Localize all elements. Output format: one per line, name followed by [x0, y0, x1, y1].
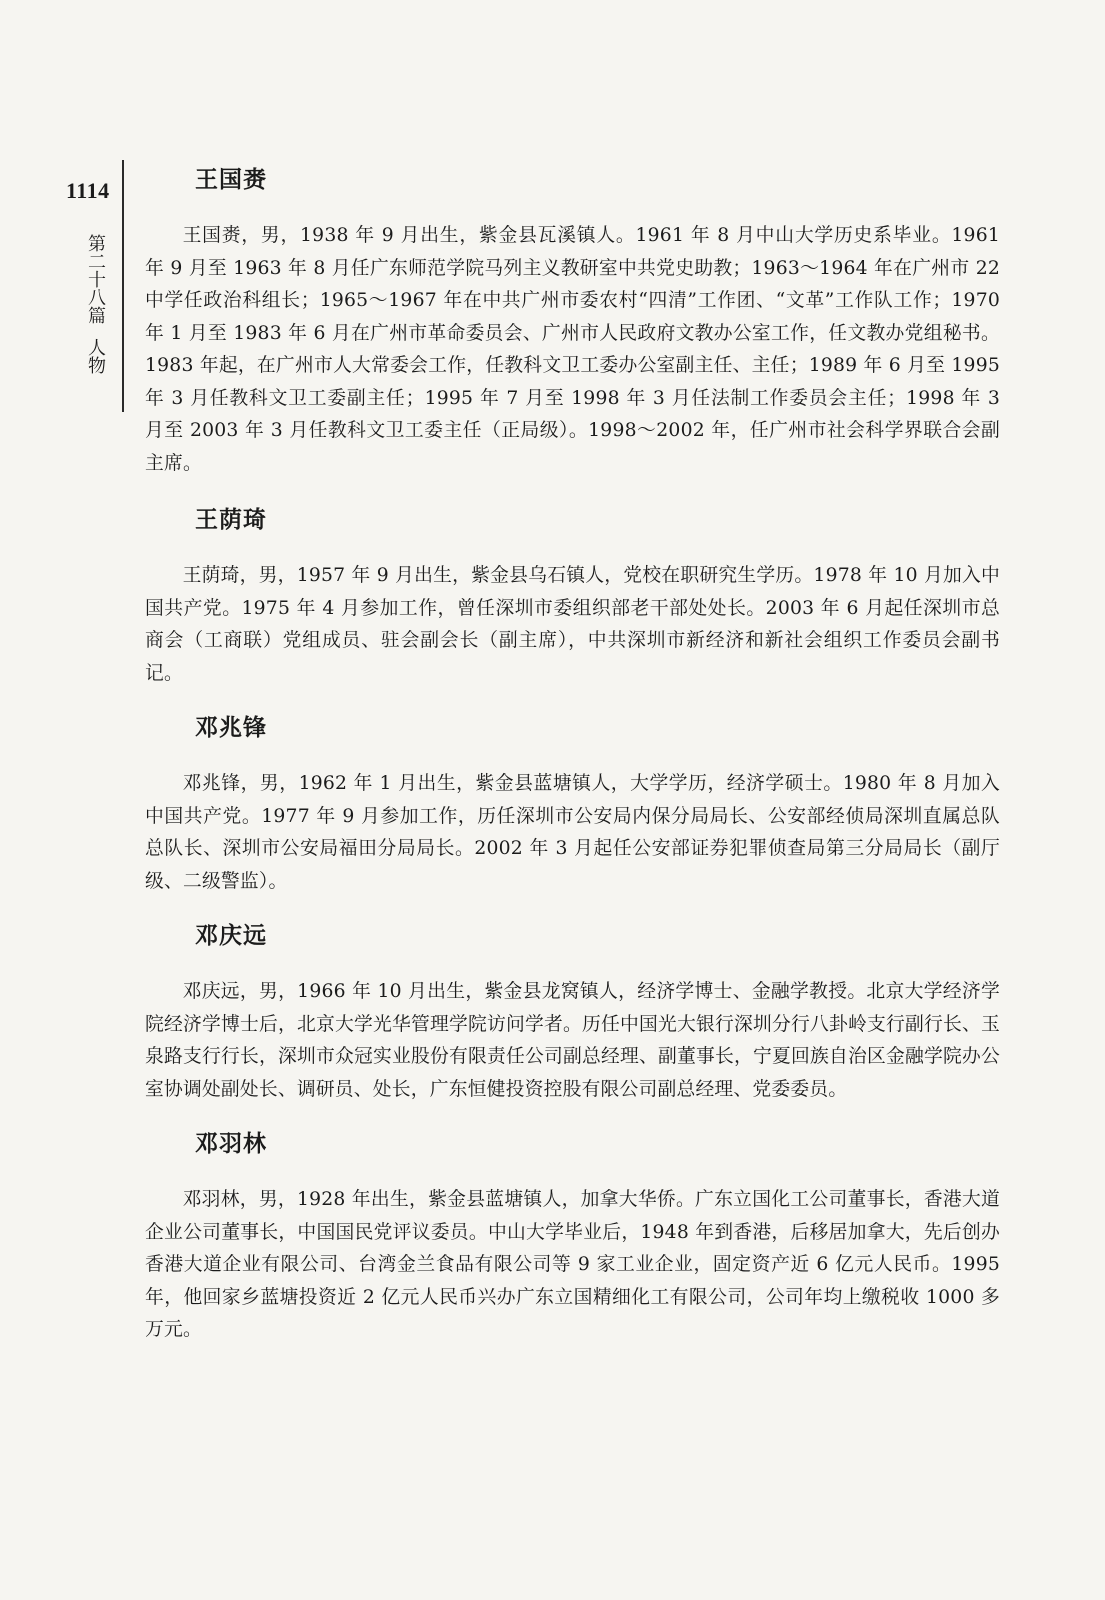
person-biography: 邓羽林，男，1928 年出生，紫金县蓝塘镇人，加拿大华侨。广东立国化工公司董事长，香港大道企业公司董事长，中国国民党评议委员。中山大学毕业后，1948 年到香港，后移居加拿大，先后创办香港大道企业有限公司、台湾金兰食品有限公司等 9 家工业企业，固定资产近 6 亿元人民币。1995 年，他回家乡蓝塘投资近 2 亿元人民币兴办广东立国精细化工有限公司，公司年均上缴税收 1000 多万元。	[145, 1189, 1000, 1340]
person-biography: 王国赉，男，1938 年 9 月出生，紫金县瓦溪镇人。1961 年 8 月中山大学历史系毕业。1961 年 9 月至 1963 年 8 月任广东师范学院马列主义教研室中共党史助教；1963～1964 年在广州市 22 中学任政治科组长；1965～1967 年在中共广州市委农村“四清”工作团、“文革”工作队工作；1970 年 1 月至 1983 年 6 月在广州市革命委员会、广州市人民政府文教办公室工作，任文教办党组秘书。1983 年起，在广州市人大常委会工作，任教科文卫工委办公室副主任、主任；1989 年 6 月至 1995 年 3 月任教科文卫工委副主任；1995 年 7 月至 1998 年 3 月任法制工作委员会主任；1998 年 3 月至 2003 年 3 月任教科文卫工委主任（正局级）。1998～2002 年，任广州市社会科学界联合会副主席。	[145, 225, 1000, 474]
biography-entry	[145, 916, 1000, 1106]
biography-entry	[145, 708, 1000, 898]
running-head-section: 人物	[85, 338, 106, 374]
person-biography: 邓兆锋，男，1962 年 1 月出生，紫金县蓝塘镇人，大学学历，经济学硕士。1980 年 8 月加入中国共产党。1977 年 9 月参加工作，历任深圳市公安局内保分局局长、公安部经侦局深圳直属总队总队长、深圳市公安局福田分局局长。2002 年 3 月起任公安部证券犯罪侦查局第三分局局长（副厅级、二级警监）。	[145, 773, 1000, 892]
person-name: 邓兆锋	[195, 715, 267, 741]
person-name: 王荫琦	[195, 507, 267, 533]
person-biography: 王荫琦，男，1957 年 9 月出生，紫金县乌石镇人，党校在职研究生学历。1978 年 10 月加入中国共产党。1975 年 4 月参加工作，曾任深圳市委组织部老干部处处长。2003 年 6 月起任深圳市总商会（工商联）党组成员、驻会副会长（副主席），中共深圳市新经济和新社会组织工作委员会副书记。	[145, 565, 1000, 684]
person-name: 邓庆远	[195, 923, 267, 949]
running-head-part: 第二十八篇	[85, 234, 106, 324]
person-name: 王国赉	[195, 167, 267, 193]
person-biography: 邓庆远，男，1966 年 10 月出生，紫金县龙窝镇人，经济学博士、金融学教授。北京大学经济学院经济学博士后，北京大学光华管理学院访问学者。历任中国光大银行深圳分行八卦岭支行副行长、玉泉路支行行长，深圳市众冠实业股份有限责任公司副总经理、副董事长，宁夏回族自治区金融学院办公室协调处副处长、调研员、处长，广东恒健投资控股有限公司副总经理、党委委员。	[145, 981, 1000, 1100]
running-head	[84, 234, 106, 374]
margin-rule	[122, 160, 124, 412]
page-margin	[0, 0, 130, 1600]
biography-entry	[145, 160, 1000, 480]
biography-column	[145, 150, 1000, 1365]
page-number: 1114	[66, 178, 110, 203]
biography-entry	[145, 1124, 1000, 1347]
biography-entry	[145, 500, 1000, 690]
person-name: 邓羽林	[195, 1131, 267, 1157]
